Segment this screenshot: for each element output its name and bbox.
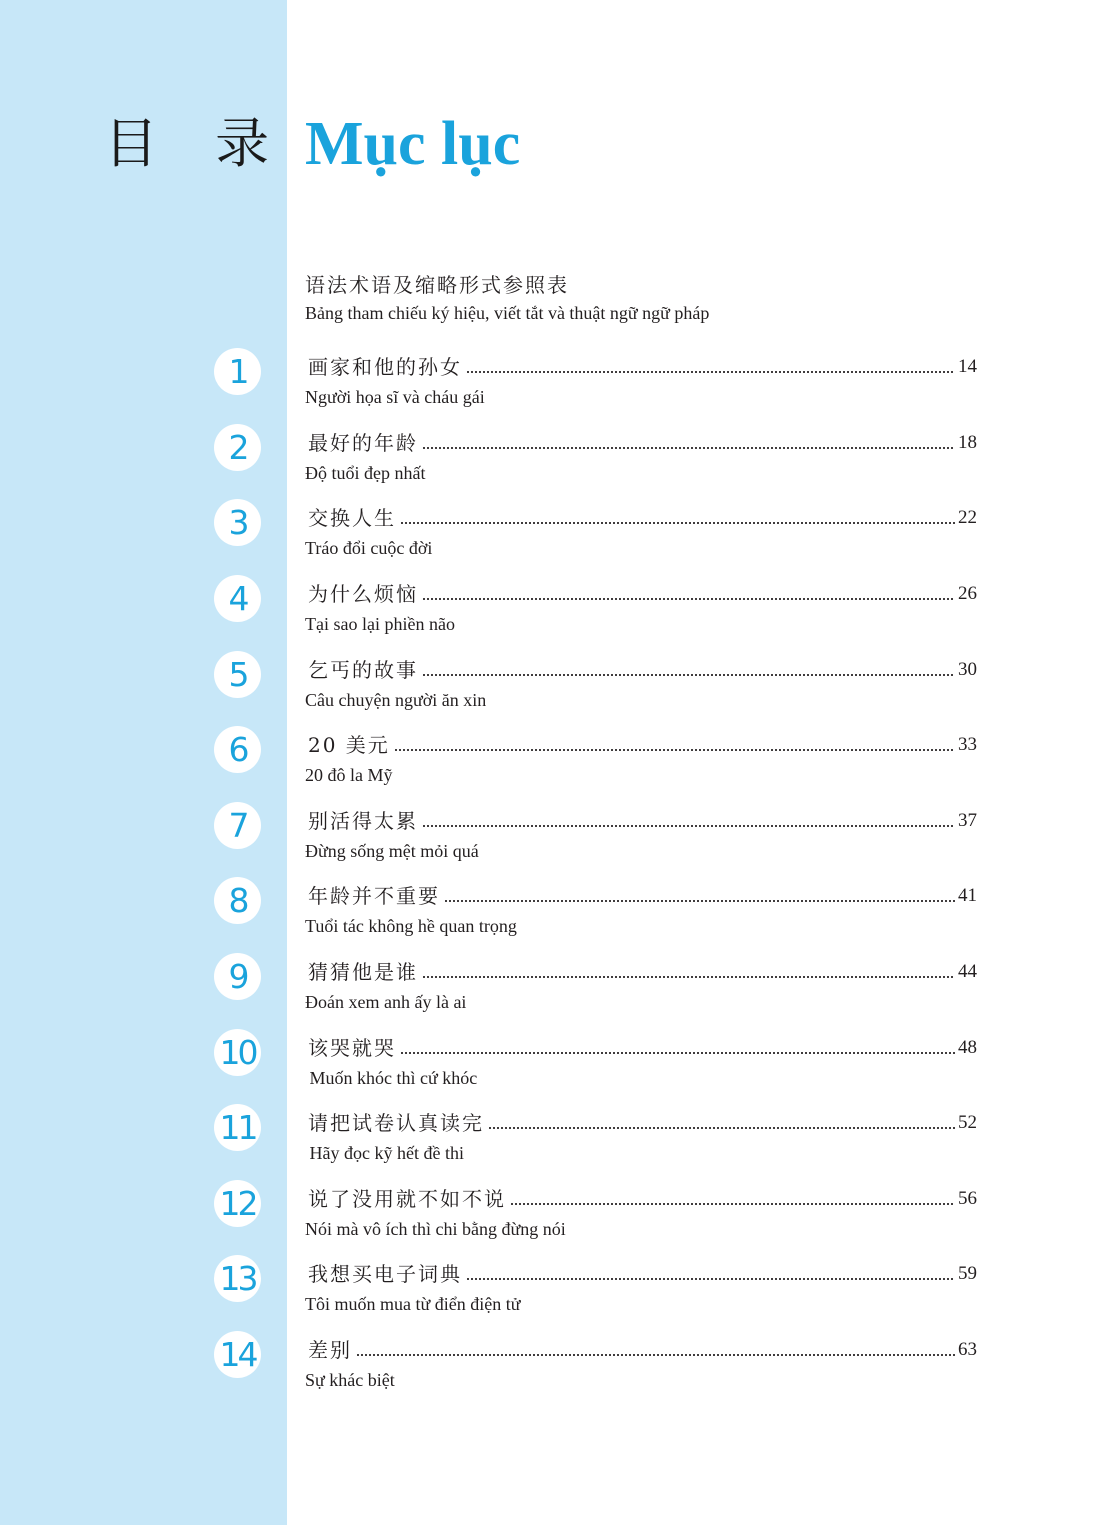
entry-title-vietnamese: Câu chuyện người ăn xin	[305, 690, 487, 710]
entry-title-chinese: 该哭就哭	[308, 1036, 396, 1060]
lesson-number-badge: 2	[214, 424, 261, 471]
dot-leader	[510, 1203, 955, 1205]
entry-title-chinese: 猜猜他是谁	[308, 960, 418, 984]
entry-title-row	[305, 1184, 977, 1214]
lesson-number-badge: 10	[214, 1029, 261, 1076]
entry-page-number: 56	[958, 1188, 977, 1209]
entry-title-vietnamese: Đừng sống mệt mỏi quá	[305, 841, 479, 861]
entry-title-row	[305, 881, 977, 911]
toc-entry	[0, 802, 1099, 872]
title-chinese: 目 录	[104, 112, 290, 175]
toc-entry	[0, 953, 1099, 1023]
dot-leader	[444, 900, 955, 902]
dot-leader	[488, 1127, 955, 1129]
toc-entry	[0, 424, 1099, 494]
lesson-number-badge: 13	[214, 1255, 261, 1302]
entry-page-number: 26	[958, 583, 977, 604]
lesson-number-badge: 11	[214, 1104, 261, 1151]
entry-title-chinese: 最好的年龄	[308, 431, 418, 455]
toc-entry	[0, 1180, 1099, 1250]
entry-title-vietnamese: Đoán xem anh ấy là ai	[305, 992, 467, 1012]
entry-title-vietnamese: Sự khác biệt	[305, 1370, 395, 1390]
entry-title-chinese: 画家和他的孙女	[308, 355, 462, 379]
lesson-number-badge: 9	[214, 953, 261, 1000]
lesson-number-badge: 4	[214, 575, 261, 622]
entry-title-vietnamese: Tuổi tác không hề quan trọng	[305, 916, 517, 936]
entry-title-chinese: 年龄并不重要	[308, 884, 440, 908]
intro-title-vietnamese: Bảng tham chiếu ký hiệu, viết tắt và thuật ngữ ngữ pháp	[305, 303, 710, 323]
toc-entry	[0, 348, 1099, 418]
entry-title-row	[305, 730, 977, 760]
dot-leader	[422, 976, 955, 978]
entry-title-vietnamese: Độ tuổi đẹp nhất	[305, 463, 426, 483]
entry-title-chinese: 20 美元	[308, 733, 390, 757]
lesson-number-badge: 5	[214, 651, 261, 698]
entry-title-chinese: 交换人生	[308, 506, 396, 530]
entry-title-row	[305, 957, 977, 987]
dot-leader	[394, 749, 955, 751]
entry-title-vietnamese: Muốn khóc thì cứ khóc	[305, 1068, 478, 1088]
dot-leader	[466, 1278, 955, 1280]
entry-title-row	[305, 1033, 977, 1063]
entry-title-vietnamese: Hãy đọc kỹ hết đề thi	[305, 1143, 464, 1163]
entry-title-vietnamese: Nói mà vô ích thì chi bằng đừng nói	[305, 1219, 566, 1239]
dot-leader	[422, 825, 955, 827]
entry-title-row	[305, 579, 977, 609]
entry-page-number: 41	[958, 885, 977, 906]
entry-page-number: 33	[958, 734, 977, 755]
entry-title-row	[305, 1335, 977, 1365]
entry-title-row	[305, 428, 977, 458]
entry-page-number: 14	[958, 356, 977, 377]
entry-page-number: 30	[958, 659, 977, 680]
intro-title-chinese: 语法术语及缩略形式参照表	[305, 273, 569, 297]
toc-entry	[0, 499, 1099, 569]
dot-leader	[422, 598, 955, 600]
entry-title-vietnamese: 20 đô la Mỹ	[305, 765, 393, 785]
entry-title-vietnamese: Tráo đổi cuộc đời	[305, 538, 433, 558]
dot-leader	[356, 1354, 955, 1356]
lesson-number-badge: 6	[214, 726, 261, 773]
entry-title-vietnamese: Người họa sĩ và cháu gái	[305, 387, 485, 407]
lesson-number-badge: 1	[214, 348, 261, 395]
entry-page-number: 18	[958, 432, 977, 453]
entry-page-number: 37	[958, 810, 977, 831]
toc-entry	[0, 877, 1099, 947]
toc-entry	[0, 1255, 1099, 1325]
entry-page-number: 52	[958, 1112, 977, 1133]
entry-title-chinese: 请把试卷认真读完	[308, 1111, 484, 1135]
title-vietnamese: Mục lục	[305, 110, 521, 178]
entry-title-vietnamese: Tại sao lại phiền não	[305, 614, 455, 634]
dot-leader	[422, 447, 955, 449]
dot-leader	[466, 371, 955, 373]
entry-title-chinese: 我想买电子词典	[308, 1262, 462, 1286]
entry-title-chinese: 别活得太累	[308, 809, 418, 833]
dot-leader	[400, 1052, 955, 1054]
intro-entry	[305, 270, 985, 326]
entry-title-chinese: 为什么烦恼	[308, 582, 418, 606]
entry-page-number: 44	[958, 961, 977, 982]
entry-page-number: 63	[958, 1339, 977, 1360]
entry-title-row	[305, 806, 977, 836]
dot-leader	[422, 674, 955, 676]
entry-page-number: 59	[958, 1263, 977, 1284]
lesson-number-badge: 7	[214, 802, 261, 849]
entry-title-row	[305, 352, 977, 382]
lesson-number-badge: 14	[214, 1331, 261, 1378]
entry-title-chinese: 乞丐的故事	[308, 658, 418, 682]
toc-entry	[0, 1104, 1099, 1174]
toc-entry	[0, 651, 1099, 721]
toc-entry	[0, 726, 1099, 796]
entry-title-row	[305, 1108, 977, 1138]
entry-title-row	[305, 503, 977, 533]
toc-entry	[0, 1029, 1099, 1099]
toc-entry	[0, 1331, 1099, 1401]
entry-title-row	[305, 1259, 977, 1289]
lesson-number-badge: 12	[214, 1180, 261, 1227]
entry-page-number: 22	[958, 507, 977, 528]
entry-title-chinese: 说了没用就不如不说	[308, 1187, 506, 1211]
lesson-number-badge: 3	[214, 499, 261, 546]
dot-leader	[400, 522, 955, 524]
toc-entry	[0, 575, 1099, 645]
lesson-number-badge: 8	[214, 877, 261, 924]
entry-title-row	[305, 655, 977, 685]
entry-title-chinese: 差别	[308, 1338, 352, 1362]
entry-page-number: 48	[958, 1037, 977, 1058]
entry-title-vietnamese: Tôi muốn mua từ điển điện tử	[305, 1294, 521, 1314]
